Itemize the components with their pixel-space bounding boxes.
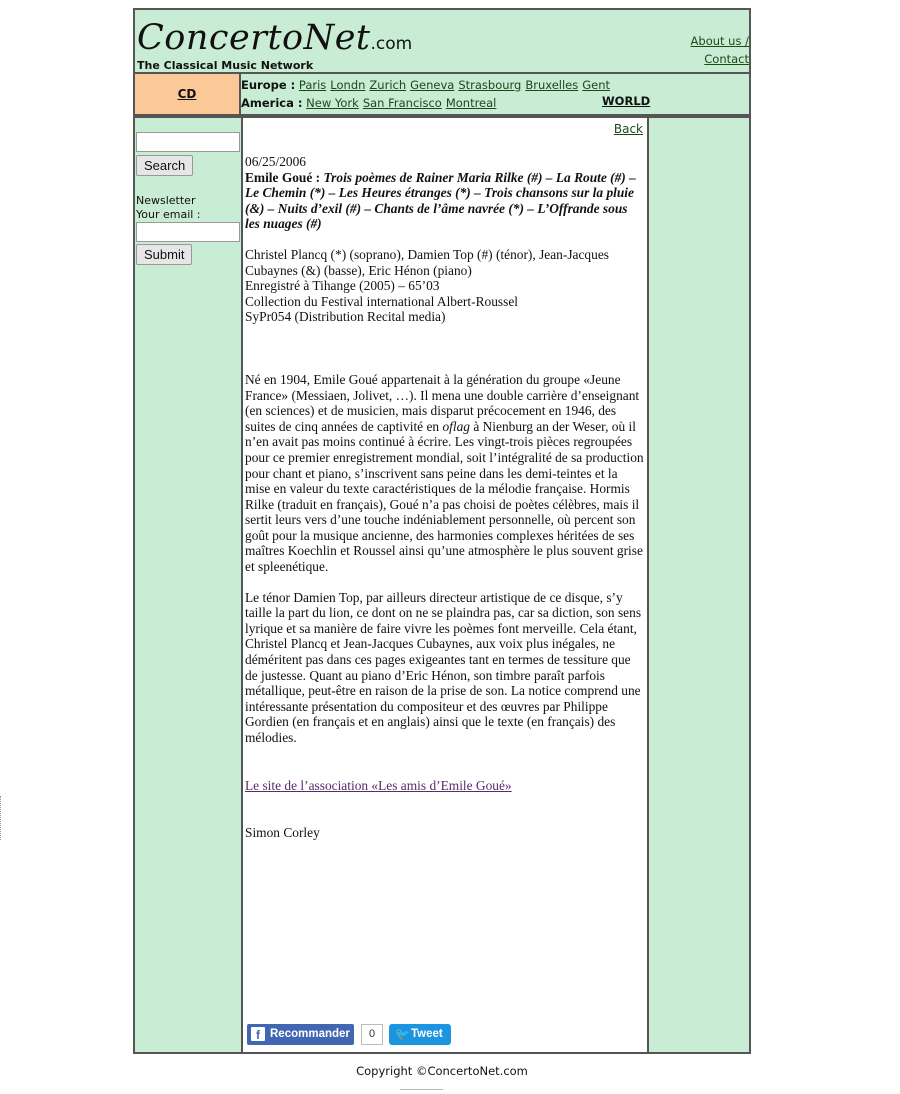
submit-button[interactable]: Submit — [136, 244, 192, 265]
tweet-button[interactable] — [389, 1024, 451, 1045]
catalog-info: SyPr054 (Distribution Recital media) — [245, 309, 446, 325]
site-header — [133, 8, 751, 72]
america-label: America : — [241, 96, 303, 110]
review-article — [245, 154, 645, 841]
facebook-recommend-button[interactable] — [247, 1024, 354, 1045]
para1-text-a: Né en 1904, Emile Goué appartenait à la génération du groupe «Jeune France» (Messiaen, Jolivet, …). Il mena une double carrière d’enseignant (en sciences) et de musicien, mais disparut précocement en 1946, des suites de cinq années de captivité en — [245, 371, 640, 434]
city-link-london[interactable]: Londn — [330, 78, 366, 92]
footer-divider — [400, 1089, 443, 1090]
review-date: 06/25/2006 — [245, 154, 307, 169]
review-paragraph-2: Le ténor Damien Top, par ailleurs directeur artistique de ce disque, s’y taille la part du lion, ce dont on ne se plaindra pas, car sa diction, son sens lyrique et sa manière de faire vivre les poèmes font merveille. Cela étant, Christel Plancq et Jean-Jacques Cubaynes, aux voix plus inégales, ne déméritent pas dans ces pages exigeantes tant en termes de tessiture que de justesse. Quant au piano d’Eric Hénon, son timbre paraît parfois métallique, peut-être en raison de la prise de son. La notice comprend une intéressante présentation du compositeur et des œuvres par Philippe Gordien (en français et en anglais) ainsi que le texte (en français) des mélodies. — [245, 589, 642, 745]
city-link-gent[interactable]: Gent — [582, 78, 611, 92]
europe-row — [241, 76, 614, 94]
city-link-zurich[interactable]: Zurich — [369, 78, 407, 92]
facebook-icon: f — [251, 1027, 265, 1041]
city-link-strasbourg[interactable]: Strasbourg — [458, 78, 522, 92]
para1-italic: oflag — [442, 418, 470, 434]
recording-info: Enregistré à Tihange (2005) – 65’03 — [245, 278, 440, 294]
facebook-label: Recommander — [270, 1028, 350, 1040]
site-tagline: The Classical Music Network — [137, 59, 314, 72]
back-cell — [614, 122, 643, 136]
left-edge-marker — [0, 796, 3, 840]
tweet-label: Tweet — [411, 1028, 443, 1040]
logo-suffix: .com — [370, 34, 413, 54]
para1-text-b: à Nienburg an der Weser, où il n’en avait pas moins continué à écrire. Les vingt-trois pièces regroupées pour ce premier enregistrement mondial, soit l’intégralité de sa production pour chant et piano, s’inscrivent sans peine dans les demi-teintes et la mise en valeur du texte caractéristiques de la mélodie française. Hormis Rilke (traduit en français), Goué n’a pas choisi de poètes célèbres, mais il sertit leurs vers d’une touche indéniablement personnelle, où percent son goût pour la musique ancienne, des harmonies complexes héritées de ses maîtres Koechlin et Roussel ainsi qu’une atmosphère le plus souvent grise et spleenétique. — [245, 418, 644, 575]
composer-name: Emile Goué : — [245, 169, 321, 185]
association-link[interactable]: Le site de l’association «Les amis d’Emile Goué» — [245, 777, 512, 793]
content-columns — [133, 116, 751, 1054]
main-content — [243, 118, 649, 1052]
newsletter-label: Newsletter — [136, 194, 196, 207]
city-link-new-york[interactable]: New York — [306, 96, 359, 110]
collection-info: Collection du Festival international Albert-Roussel — [245, 293, 518, 309]
works-list: Trois poèmes de Rainer Maria Rilke (#) – La Route (#) – Le Chemin (*) – Les Heures étranges (*) – Trois chansons sur la pluie (&) – Nuits d’exil (#) – Chants de l’âme navrée (*) – L’Offrande sous les nuages (#) — [245, 169, 636, 232]
site-logo[interactable] — [137, 18, 412, 58]
city-link-san-francisco[interactable]: San Francisco — [362, 96, 442, 110]
performers: Christel Plancq (*) (soprano), Damien Top (#) (ténor), Jean-Jacques Cubaynes (&) (basse), Eric Hénon (piano) — [245, 246, 609, 278]
region-nav — [133, 72, 751, 116]
america-row — [241, 94, 614, 112]
city-link-paris[interactable]: Paris — [298, 78, 327, 92]
city-link-bruxelles[interactable]: Bruxelles — [525, 78, 579, 92]
email-field[interactable] — [136, 222, 240, 242]
city-links — [241, 76, 614, 112]
twitter-bird-icon: 🐦 — [395, 1027, 410, 1041]
europe-label: Europe : — [241, 78, 296, 92]
world-link[interactable]: WORLD — [602, 94, 651, 108]
city-link-geneva[interactable]: Geneva — [410, 78, 455, 92]
back-link[interactable]: Back — [613, 122, 643, 136]
copyright-notice: Copyright ©ConcertoNet.com — [356, 1064, 528, 1078]
review-author: Simon Corley — [245, 825, 320, 841]
city-link-montreal[interactable]: Montreal — [445, 96, 497, 110]
review-title — [245, 170, 645, 232]
facebook-count: 0 — [361, 1024, 383, 1045]
review-paragraph-1 — [245, 372, 645, 575]
email-label: Your email : — [136, 208, 201, 221]
association-link-row — [245, 778, 645, 794]
logo-main: ConcertoNet — [137, 18, 371, 58]
world-cell — [602, 94, 650, 108]
newsletter-label-block — [136, 194, 201, 222]
search-button[interactable]: Search — [136, 155, 193, 176]
about-us-link[interactable]: About us / — [690, 34, 749, 48]
left-sidebar — [135, 118, 243, 1052]
search-input[interactable] — [136, 132, 240, 152]
cd-link[interactable]: CD — [177, 87, 197, 101]
cd-section-cell — [135, 74, 241, 114]
contact-link[interactable]: Contact — [704, 52, 749, 66]
about-links — [691, 32, 749, 68]
